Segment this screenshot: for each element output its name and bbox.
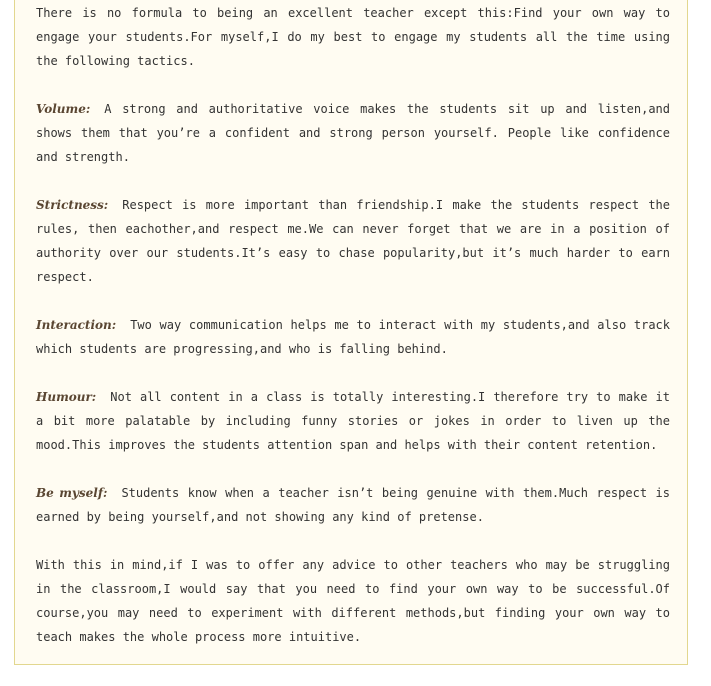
tactic-be-myself xyxy=(36,481,670,529)
tactic-text: A strong and authoritative voice makes the students sit up and listen,and shows them that you’re a confident and strong person yourself. People like confidence and strength. xyxy=(36,102,670,164)
intro-paragraph: There is no formula to being an excellent teacher except this:Find your own way to engage your students.For myself,I do my best to engage my students all the time using the following tactics. xyxy=(36,6,670,68)
tactic-text: Two way communication helps me to interact with my students,and also track which students are progressing,and who is falling behind. xyxy=(36,318,670,356)
tactic-text: Respect is more important than friendship.I make the students respect the rules, then eachother,and respect me.We can never forget that we are in a position of authority over our students.It’s easy to chase popularity,but it’s much harder to earn respect. xyxy=(36,198,670,284)
tactic-text: Not all content in a class is totally interesting.I therefore try to make it a bit more palatable by including funny stories or jokes in order to liven up the mood.This improves the students attention span and helps with their content retention. xyxy=(36,390,670,452)
tactic-label: Be myself: xyxy=(36,486,108,500)
tactic-interaction xyxy=(36,313,670,361)
conclusion-paragraph: With this in mind,if I was to offer any advice to other teachers who may be struggling in the classroom,I would say that you need to find your own way to be successful.Of course,you may need to experiment with different methods,but finding your own way to teach makes the whole process more intuitive. xyxy=(36,558,670,644)
tactic-label: Interaction: xyxy=(36,318,117,332)
article-frame xyxy=(14,0,688,665)
tactic-text: Students know when a teacher isn’t being genuine with them.Much respect is earned by being yourself,and not showing any kind of pretense. xyxy=(36,486,670,524)
tactic-strictness xyxy=(36,193,670,289)
tactic-label: Strictness: xyxy=(36,198,109,212)
article-body xyxy=(36,1,670,649)
tactic-label: Humour: xyxy=(36,390,97,404)
tactic-label: Volume: xyxy=(36,102,91,116)
tactic-humour xyxy=(36,385,670,457)
tactic-volume xyxy=(36,97,670,169)
